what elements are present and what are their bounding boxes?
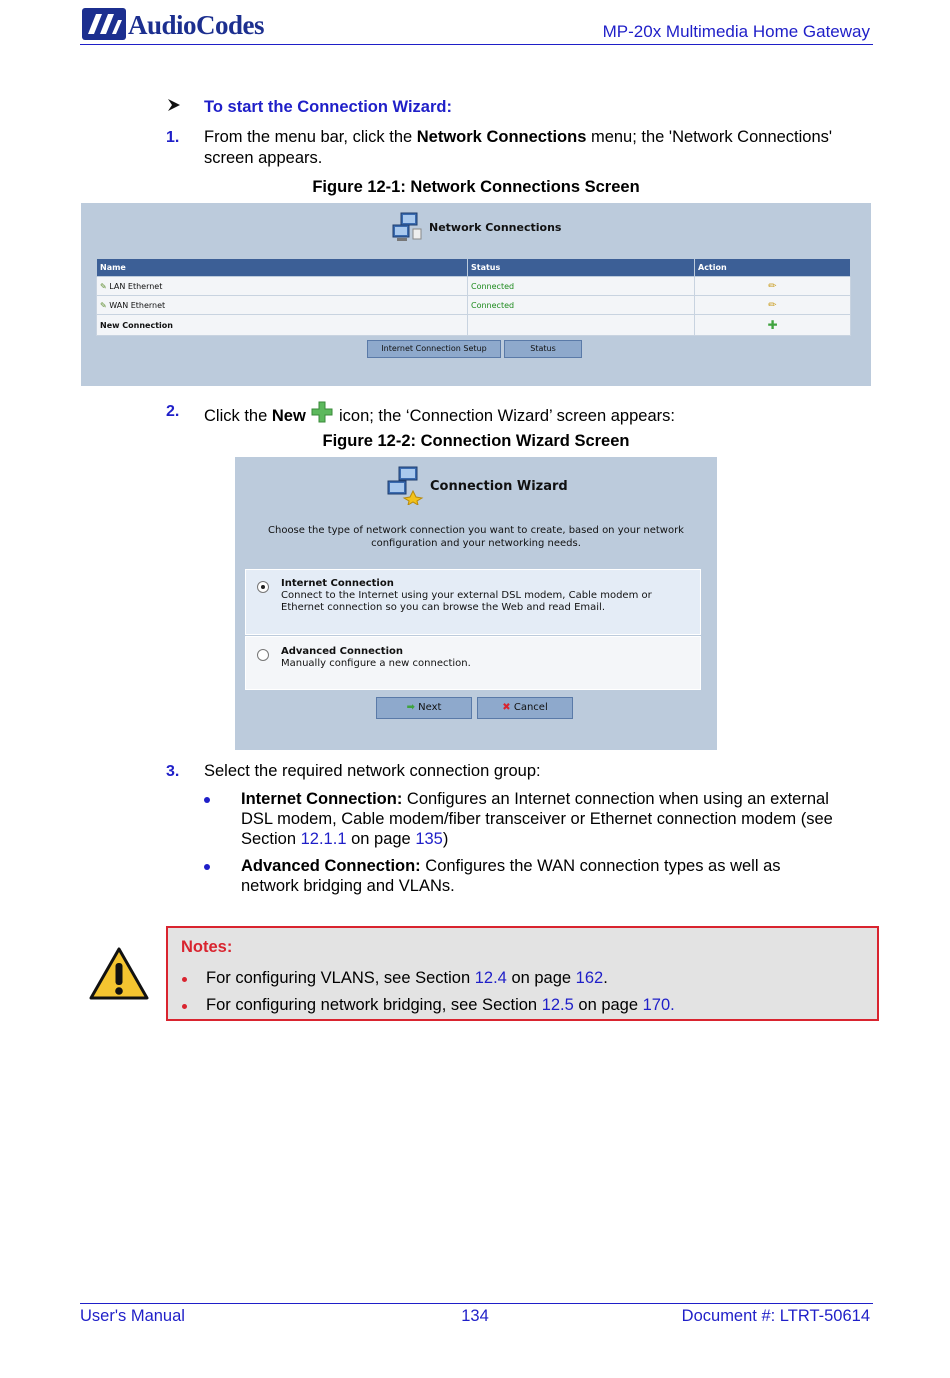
- option-title: Internet Connection: [281, 578, 394, 589]
- connection-status: [468, 315, 695, 336]
- connection-name-cell[interactable]: [97, 315, 468, 336]
- step-1-pre: From the menu bar, click the: [204, 128, 417, 146]
- step-2-post: icon; the ‘Connection Wizard’ screen appears:: [334, 407, 675, 425]
- internet-connection-option[interactable]: [245, 569, 701, 635]
- next-arrow-icon: ➡: [406, 702, 415, 713]
- table-row: [97, 296, 851, 315]
- connection-status: Connected: [468, 296, 695, 315]
- edit-pencil-icon[interactable]: ✏: [768, 280, 777, 292]
- document-header-title: MP-20x Multimedia Home Gateway: [602, 22, 870, 41]
- column-header-status: Status: [468, 259, 695, 277]
- header-divider: [80, 44, 873, 45]
- connection-name-cell[interactable]: [97, 296, 468, 315]
- add-plus-icon[interactable]: ✚: [767, 318, 778, 332]
- option-description: [281, 590, 681, 614]
- connection-status: Connected: [468, 277, 695, 296]
- column-header-name: Name: [97, 259, 468, 277]
- wizard-intro-line-1: Choose the type of network connection you want to create, based on your network: [268, 525, 684, 536]
- step-1-text: [204, 127, 874, 169]
- arrow-bullet-icon: [167, 98, 181, 112]
- bullet-dot: [204, 864, 210, 870]
- option-desc-line-2: Ethernet connection so you can browse the Web and read Email.: [281, 602, 605, 613]
- cancel-label: Cancel: [513, 702, 548, 713]
- connections-table: [96, 258, 851, 336]
- action-cell: [695, 277, 851, 296]
- network-connections-screenshot: [81, 203, 871, 386]
- note-text: For configuring network bridging, see Section: [206, 996, 542, 1014]
- wizard-intro: [250, 524, 702, 550]
- wizard-intro-line-2: configuration and your networking needs.: [371, 538, 581, 549]
- bullet-dot: [204, 797, 210, 803]
- option-title: Advanced Connection: [281, 646, 403, 657]
- section-link[interactable]: 12.4: [474, 969, 507, 987]
- action-cell: [695, 296, 851, 315]
- bullet-line-3-pre: Section: [241, 830, 301, 848]
- bullet-line-3-post: ): [442, 830, 449, 848]
- step-1-number: 1.: [166, 129, 180, 146]
- page-number: 134: [461, 1307, 489, 1325]
- bullet-internet-connection: [241, 789, 881, 849]
- edit-pencil-icon[interactable]: ✏: [768, 299, 777, 311]
- figure-1-caption: Figure 12-1: Network Connections Screen: [312, 178, 640, 196]
- table-header-row: [97, 259, 851, 277]
- connection-wizard-title: Connection Wizard: [430, 479, 568, 494]
- connection-name-cell[interactable]: [97, 277, 468, 296]
- status-button[interactable]: Status: [504, 340, 582, 358]
- advanced-connection-radio[interactable]: [257, 649, 269, 661]
- page-link[interactable]: 135: [415, 830, 443, 848]
- bullet-advanced-connection: [241, 856, 881, 896]
- document-number: Document #: LTRT-50614: [681, 1307, 870, 1325]
- next-label: Next: [418, 702, 442, 713]
- connection-wizard-icon: [385, 465, 425, 505]
- step-1-bold: Network Connections: [416, 128, 587, 146]
- action-cell: [695, 315, 851, 336]
- bullet-line-2: network bridging and VLANs.: [241, 877, 455, 895]
- bullet-line-1: Configures an Internet connection when using an external: [402, 790, 829, 808]
- footer-left: User's Manual: [80, 1307, 185, 1325]
- advanced-connection-option[interactable]: [245, 636, 701, 690]
- step-3-text: Select the required network connection group:: [204, 762, 541, 780]
- network-computers-icon: [391, 211, 425, 243]
- step-3-number: 3.: [166, 763, 180, 780]
- connection-name: WAN Ethernet: [109, 300, 166, 310]
- option-description: Manually configure a new connection.: [281, 658, 471, 669]
- internet-connection-setup-button[interactable]: Internet Connection Setup: [367, 340, 501, 358]
- note-bullet-dot: [182, 977, 187, 982]
- page-link[interactable]: 170.: [642, 996, 675, 1014]
- step-2-pre: Click the: [204, 407, 272, 425]
- step-2-bold: New: [271, 407, 306, 425]
- bullet-line-1: Configures the WAN connection types as well as: [420, 857, 781, 875]
- bullet-line-2: DSL modem, Cable modem/fiber transceiver or Ethernet connection modem (see: [241, 810, 833, 828]
- step-2-number: 2.: [166, 403, 180, 420]
- note-text-mid: on page: [573, 996, 643, 1014]
- table-row: [97, 315, 851, 336]
- note-bullet-dot: [182, 1004, 187, 1009]
- note-item-bridging: [206, 996, 675, 1015]
- warning-icon: [88, 946, 150, 1002]
- audiocodes-logo-icon: [82, 8, 126, 40]
- step-1-post: menu; the 'Network Connections': [586, 128, 833, 146]
- note-item-vlans: [206, 969, 608, 988]
- note-text: For configuring VLANS, see Section: [206, 969, 475, 987]
- table-row: [97, 277, 851, 296]
- bullet-bold: Advanced Connection:: [241, 857, 421, 875]
- footer-divider: [80, 1303, 873, 1304]
- step-1-line2: screen appears.: [204, 149, 323, 167]
- section-link[interactable]: 12.5: [541, 996, 574, 1014]
- note-text-mid: on page: [506, 969, 576, 987]
- connection-name: New Connection: [100, 320, 173, 330]
- internet-connection-radio[interactable]: [257, 581, 269, 593]
- logo-text: AudioCodes: [128, 10, 265, 40]
- next-button[interactable]: [376, 697, 472, 719]
- note-text-post: .: [603, 969, 608, 987]
- connection-wizard-screenshot: [235, 457, 717, 750]
- page-link[interactable]: 162: [575, 969, 604, 987]
- column-header-action: Action: [695, 259, 851, 277]
- notes-title: Notes:: [181, 938, 233, 956]
- procedure-heading: To start the Connection Wizard:: [204, 98, 452, 116]
- cancel-button[interactable]: [477, 697, 573, 719]
- bullet-line-3-mid: on page: [346, 830, 416, 848]
- option-desc-line-1: Connect to the Internet using your external DSL modem, Cable modem or: [281, 590, 652, 601]
- section-link[interactable]: 12.1.1: [300, 830, 347, 848]
- step-2-text: [204, 401, 874, 427]
- ethernet-connection-icon: ✎: [100, 281, 107, 291]
- ethernet-connection-icon: ✎: [100, 300, 107, 310]
- network-connections-title: Network Connections: [429, 221, 562, 234]
- cancel-x-icon: ✖: [502, 702, 511, 713]
- connection-name: LAN Ethernet: [109, 281, 163, 291]
- new-plus-icon: [310, 401, 334, 423]
- figure-2-caption: Figure 12-2: Connection Wizard Screen: [322, 432, 630, 450]
- bullet-bold: Internet Connection:: [241, 790, 403, 808]
